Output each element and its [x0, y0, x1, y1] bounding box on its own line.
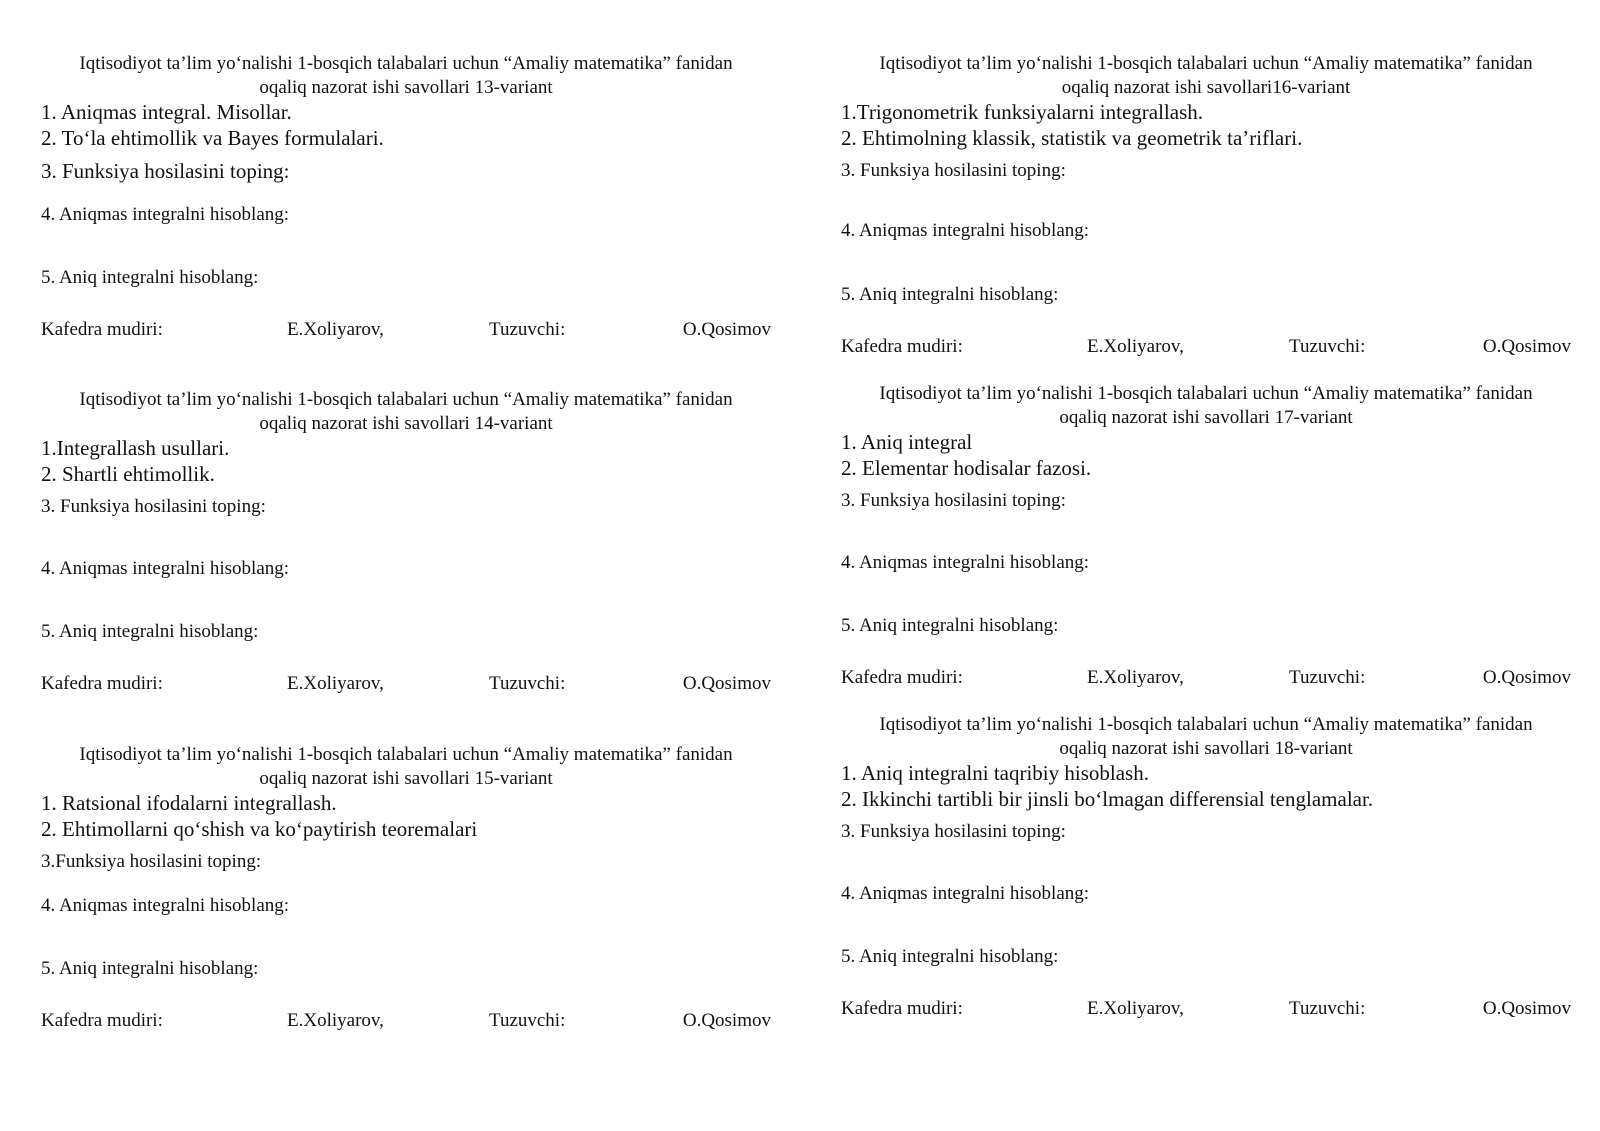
variant-header — [837, 52, 1575, 100]
question-2: 2. Ehtimollarni qo‘shish va ko‘paytirish teoremalari — [41, 817, 478, 841]
signature-line — [841, 336, 1571, 360]
compiler-label: Tuzuvchi: — [1289, 998, 1366, 1019]
question-2: 2. Ehtimolning klassik, statistik va geometrik ta’riflari. — [841, 126, 1303, 150]
compiler-name: O.Qosimov — [682, 673, 771, 694]
header-line-1: Iqtisodiyot ta’lim yo‘nalishi 1-bosqich talabalari uchun “Amaliy matematika” fanidan — [79, 389, 733, 410]
variant-15-block — [41, 743, 771, 1031]
question-1: 1.Integrallash usullari. — [41, 436, 230, 460]
question-3: 3. Funksiya hosilasini toping: — [841, 160, 1066, 181]
variant-header — [37, 52, 775, 100]
variant-header — [37, 388, 775, 436]
variant-13-block — [41, 52, 771, 340]
question-4: 4. Aniqmas integralni hisoblang: — [41, 204, 290, 225]
question-1: 1. Aniq integral — [841, 430, 973, 454]
question-5: 5. Aniq integralni hisoblang: — [841, 284, 1059, 305]
signature-line — [41, 319, 771, 343]
header-line-1: Iqtisodiyot ta’lim yo‘nalishi 1-bosqich talabalari uchun “Amaliy matematika” fanidan — [79, 53, 733, 74]
question-5: 5. Aniq integralni hisoblang: — [841, 615, 1059, 636]
question-2: 2. Shartli ehtimollik. — [41, 462, 215, 486]
compiler-label: Tuzuvchi: — [489, 319, 566, 340]
variant-17-block — [841, 382, 1571, 688]
header-line-2: oqaliq nazorat ishi savollari 18-variant — [1059, 738, 1353, 759]
head-of-department-label: Kafedra mudiri: — [841, 667, 963, 688]
question-1: 1. Ratsional ifodalarni integrallash. — [41, 791, 337, 815]
variant-14-block — [41, 388, 771, 694]
header-line-2: oqaliq nazorat ishi savollari16-variant — [1061, 77, 1351, 98]
question-4: 4. Aniqmas integralni hisoblang: — [41, 895, 290, 916]
question-3: 3. Funksiya hosilasini toping: — [841, 821, 1066, 842]
question-4: 4. Aniqmas integralni hisoblang: — [841, 220, 1090, 241]
compiler-label: Tuzuvchi: — [489, 673, 566, 694]
header-line-2: oqaliq nazorat ishi savollari 17-variant — [1059, 407, 1353, 428]
head-of-department-name: E.Xoliyarov, — [287, 319, 384, 340]
question-3: 3.Funksiya hosilasini toping: — [41, 851, 262, 872]
question-4: 4. Aniqmas integralni hisoblang: — [841, 552, 1090, 573]
question-2: 2. Ikkinchi tartibli bir jinsli bo‘lmagan differensial tenglamalar. — [841, 787, 1374, 811]
question-1: 1. Aniq integralni taqribiy hisoblash. — [841, 761, 1149, 785]
signature-line — [841, 998, 1571, 1022]
variant-header — [37, 743, 775, 791]
question-5: 5. Aniq integralni hisoblang: — [41, 621, 259, 642]
question-2: 2. To‘la ehtimollik va Bayes formulalari. — [41, 126, 384, 150]
question-3: 3. Funksiya hosilasini toping: — [41, 496, 266, 517]
question-4: 4. Aniqmas integralni hisoblang: — [41, 558, 290, 579]
head-of-department-name: E.Xoliyarov, — [287, 673, 384, 694]
header-line-2: oqaliq nazorat ishi savollari 15-variant — [259, 768, 553, 789]
signature-line — [41, 1010, 771, 1034]
head-of-department-name: E.Xoliyarov, — [1087, 667, 1184, 688]
head-of-department-label: Kafedra mudiri: — [841, 998, 963, 1019]
head-of-department-label: Kafedra mudiri: — [41, 319, 163, 340]
question-3: 3. Funksiya hosilasini toping: — [841, 490, 1066, 511]
compiler-name: O.Qosimov — [682, 1010, 771, 1031]
question-2: 2. Elementar hodisalar fazosi. — [841, 456, 1092, 480]
compiler-label: Tuzuvchi: — [1289, 667, 1366, 688]
header-line-2: oqaliq nazorat ishi savollari 13-variant — [259, 77, 553, 98]
signature-line — [41, 673, 771, 697]
header-line-1: Iqtisodiyot ta’lim yo‘nalishi 1-bosqich talabalari uchun “Amaliy matematika” fanidan — [879, 53, 1533, 74]
question-5: 5. Aniq integralni hisoblang: — [41, 267, 259, 288]
variant-header — [837, 713, 1575, 761]
question-1: 1.Trigonometrik funksiyalarni integrallash. — [841, 100, 1204, 124]
question-4: 4. Aniqmas integralni hisoblang: — [841, 883, 1090, 904]
head-of-department-name: E.Xoliyarov, — [1087, 998, 1184, 1019]
header-line-1: Iqtisodiyot ta’lim yo‘nalishi 1-bosqich talabalari uchun “Amaliy matematika” fanidan — [79, 744, 733, 765]
head-of-department-name: E.Xoliyarov, — [287, 1010, 384, 1031]
head-of-department-label: Kafedra mudiri: — [41, 1010, 163, 1031]
head-of-department-label: Kafedra mudiri: — [41, 673, 163, 694]
variant-header — [837, 382, 1575, 430]
question-1: 1. Aniqmas integral. Misollar. — [41, 100, 292, 124]
question-3: 3. Funksiya hosilasini toping: — [41, 159, 290, 183]
compiler-name: O.Qosimov — [1482, 667, 1571, 688]
variant-18-block — [841, 713, 1571, 1019]
compiler-name: O.Qosimov — [682, 319, 771, 340]
compiler-name: O.Qosimov — [1482, 336, 1571, 357]
variant-16-block — [841, 52, 1571, 357]
head-of-department-name: E.Xoliyarov, — [1087, 336, 1184, 357]
compiler-label: Tuzuvchi: — [489, 1010, 566, 1031]
head-of-department-label: Kafedra mudiri: — [841, 336, 963, 357]
compiler-label: Tuzuvchi: — [1289, 336, 1366, 357]
question-5: 5. Aniq integralni hisoblang: — [841, 946, 1059, 967]
header-line-1: Iqtisodiyot ta’lim yo‘nalishi 1-bosqich talabalari uchun “Amaliy matematika” fanidan — [879, 714, 1533, 735]
header-line-1: Iqtisodiyot ta’lim yo‘nalishi 1-bosqich talabalari uchun “Amaliy matematika” fanidan — [879, 383, 1533, 404]
signature-line — [841, 667, 1571, 691]
compiler-name: O.Qosimov — [1482, 998, 1571, 1019]
question-5: 5. Aniq integralni hisoblang: — [41, 958, 259, 979]
header-line-2: oqaliq nazorat ishi savollari 14-variant — [259, 413, 553, 434]
